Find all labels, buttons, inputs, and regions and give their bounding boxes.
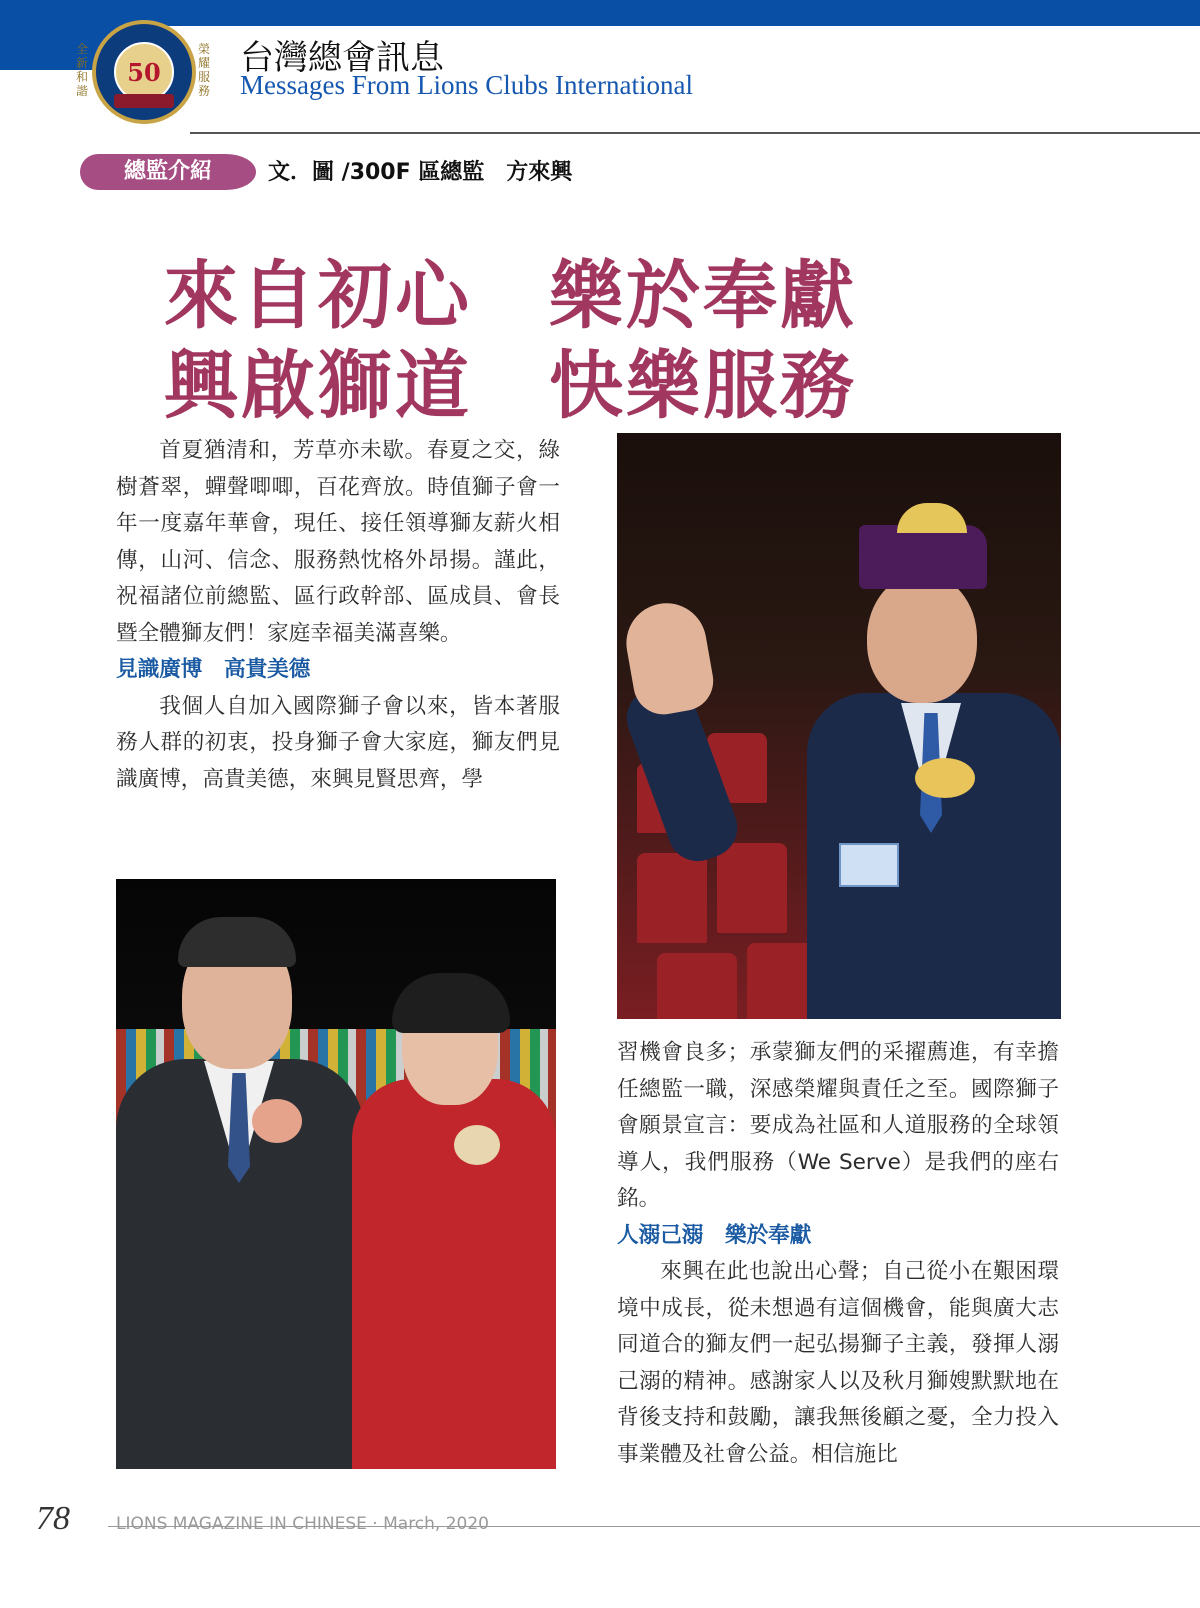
face xyxy=(867,573,977,703)
article-column-right xyxy=(617,1035,1059,1473)
woman-corsage xyxy=(454,1125,500,1165)
subheading-knowledge: 見識廣博 高貴美德 xyxy=(116,657,311,682)
logo-seal xyxy=(92,20,196,124)
subheading-dedication: 人溺己溺 樂於奉獻 xyxy=(617,1222,812,1248)
name-badge xyxy=(839,843,899,887)
man-corsage xyxy=(252,1099,302,1143)
article-column-left xyxy=(116,433,560,798)
category-badge: 總監介紹 xyxy=(80,154,256,190)
lions-cap xyxy=(859,525,987,589)
district-logo xyxy=(72,20,232,138)
theater-seat xyxy=(717,843,787,933)
woman-hair xyxy=(392,973,510,1033)
paragraph-heart: 來興在此也說出心聲；自己從小在艱困環境中成長，從未想過有這個機會，能與廣大志同道合的獅友們一起弘揚獅子主義，發揮人溺己溺的精神。感謝家人以及秋月獅嫂默默地在背後支持和鼓勵，讓我無後顧之憂，全力投入事業體及社會公益。相信施比 xyxy=(617,1259,1059,1467)
logo-number: 50 xyxy=(127,58,161,87)
paragraph-intro: 首夏猶清和，芳草亦未歇。春夏之交，綠樹蒼翠，蟬聲唧唧，百花齊放。時值獅子會一年一度嘉年華會，現任、接任領導獅友薪火相傳，山河、信念、服務熱忱格外昂揚。謹此，祝福諸位前總監、區行政幹部、區成員、會長暨全體獅友們！家庭幸福美滿喜樂。 xyxy=(116,438,560,646)
photo-governor-and-wife xyxy=(116,879,556,1469)
logo-left-text: 全新和諧 xyxy=(75,42,88,98)
header-divider xyxy=(190,132,1200,134)
man-hair xyxy=(178,917,296,967)
logo-emblem xyxy=(114,42,174,102)
headline-line-1: 來自初心 樂於奉獻 xyxy=(164,253,857,339)
page-number: 78 xyxy=(36,1500,70,1537)
red-qipao xyxy=(352,1079,556,1469)
paragraph-joining: 我個人自加入國際獅子會以來，皆本著服務人群的初衷，投身獅子會大家庭，獅友們見識廣博，高貴美德，來興見賢思齊，學 xyxy=(116,693,560,792)
corsage xyxy=(915,758,975,798)
theater-seat xyxy=(637,853,707,943)
magazine-footer: LIONS MAGAZINE IN CHINESE · March, 2020 xyxy=(116,1514,489,1534)
logo-ribbon xyxy=(114,94,174,108)
logo-right-text: 榮耀服務 xyxy=(197,42,210,98)
section-subtitle: Messages From Lions Clubs International xyxy=(240,70,693,100)
byline: 文．圖 /300F 區總監 方來興 xyxy=(268,160,573,185)
section-title: 台灣總會訊息 xyxy=(240,38,444,78)
cap-plume xyxy=(897,503,967,533)
paragraph-vision: 習機會良多；承蒙獅友們的采擢薦進，有幸擔任總監一職，深感榮耀與責任之至。國際獅子會願景宣言：要成為社區和人道服務的全球領導人，我們服務（We Serve）是我們的座右銘。 xyxy=(617,1040,1059,1211)
headline-line-2: 興啟獅道 快樂服務 xyxy=(164,343,857,429)
theater-seat xyxy=(657,953,737,1019)
photo-governor-waving xyxy=(617,433,1061,1019)
